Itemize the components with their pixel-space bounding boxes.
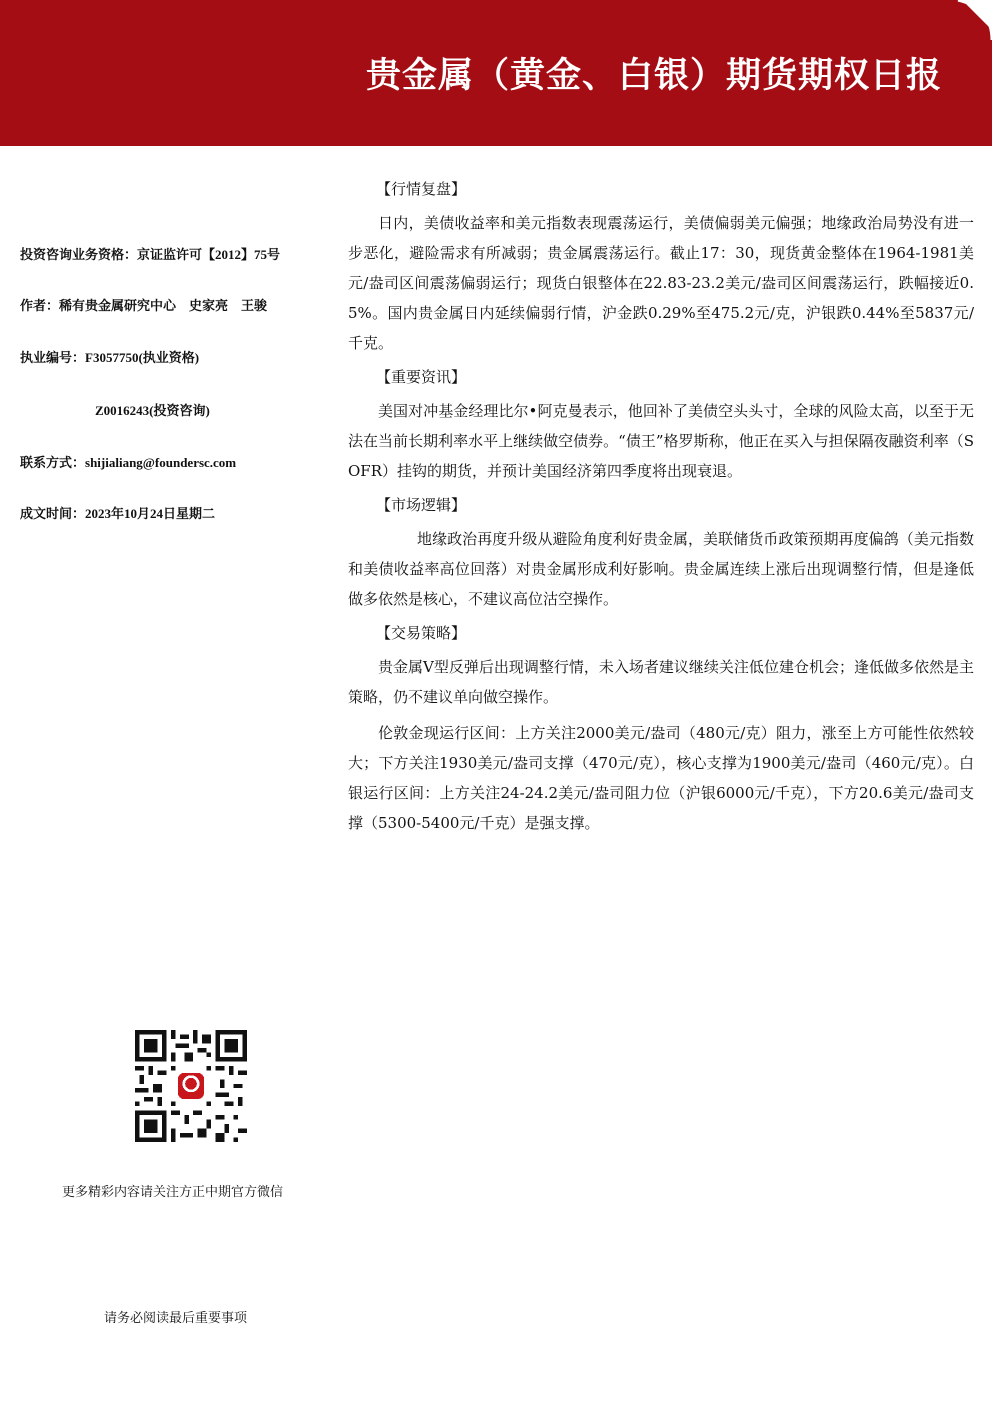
footnote: 请务必阅读最后重要事项 xyxy=(104,1311,248,1326)
review-heading: 【行情复盘】 xyxy=(376,180,467,198)
news-heading: 【重要资讯】 xyxy=(376,368,467,386)
review-paragraph: 日内，美债收益率和美元指数表现震荡运行，美债偏弱美元偏强；地缘政治局势没有进一步恶化，避险需求有所减弱；贵金属震荡运行。截止17：30，现货黄金整体在1964-1981美元/盎司区间震荡偏弱运行；现货白银整体在22.83-23.2美元/盎司区间震荡运行，跌幅接近0.5%。国内贵金属日内延续偏弱行情，沪金跌0.29%至475.2元/克，沪银跌0.44%至5837元/千克。 xyxy=(348,214,974,352)
strategy-heading: 【交易策略】 xyxy=(376,624,467,642)
date-value: 2023年10月24日星期二 xyxy=(85,506,216,521)
news-paragraph: 美国对冲基金经理比尔•阿克曼表示，他回补了美债空头头寸，全球的风险太高，以至于无法在当前长期利率水平上继续做空债券。“债王”格罗斯称，他正在买入与担保隔夜融资利率（SOFR）挂钩的期货，并预计美国经济第四季度将出现衰退。 xyxy=(348,402,974,480)
author-line xyxy=(20,295,267,314)
license-line xyxy=(20,347,199,366)
wechat-qr-code xyxy=(135,1030,247,1142)
strategy-paragraph-2: 伦敦金现运行区间：上方关注2000美元/盎司（480元/克）阻力，涨至上方可能性依然较大；下方关注1930美元/盎司支撑（470元/克），核心支撑为1900美元/盎司（460元/克）。白银运行区间：上方关注24-24.2美元/盎司阻力位（沪银6000元/千克），下方20.6美元/盎司支撑（5300-5400元/千克）是强支撑。 xyxy=(348,724,974,832)
logic-heading: 【市场逻辑】 xyxy=(376,496,467,514)
qualification-value: 京证监许可【2012】75号 xyxy=(137,247,281,262)
report-body xyxy=(348,176,974,844)
contact-label: 联系方式： xyxy=(20,456,86,471)
date-label: 成文时间： xyxy=(20,507,86,522)
qualification-label: 投资咨询业务资格： xyxy=(20,248,138,263)
license-line-2 xyxy=(95,400,210,419)
logic-paragraph: 地缘政治再度升级从避险角度利好贵金属，美联储货币政策预期再度偏鸽（美元指数和美债收益率高位回落）对贵金属形成利好影响。贵金属连续上涨后出现调整行情，但是逢低做多依然是核心，不建议高位沽空操作。 xyxy=(348,530,974,608)
contact-value[interactable]: shijialiang@foundersc.com xyxy=(85,455,237,470)
qr-caption: 更多精彩内容请关注方正中期官方微信 xyxy=(62,1185,284,1200)
date-line xyxy=(20,503,215,522)
report-header xyxy=(0,0,992,146)
contact-line xyxy=(20,452,236,471)
license-value-2: Z0016243(投资咨询) xyxy=(95,403,210,418)
report-title: 贵金属（黄金、白银）期货期权日报 xyxy=(365,56,942,96)
author-label: 作者： xyxy=(20,299,60,314)
qualification-line xyxy=(20,244,280,263)
license-label: 执业编号： xyxy=(20,351,86,366)
license-value-1: F3057750(执业资格) xyxy=(85,350,200,365)
strategy-paragraph-1: 贵金属V型反弹后出现调整行情，未入场者建议继续关注低位建仓机会；逢低做多依然是主策略，仍不建议单向做空操作。 xyxy=(348,658,974,706)
author-value: 稀有贵金属研究中心 史家亮 王骏 xyxy=(59,298,268,313)
